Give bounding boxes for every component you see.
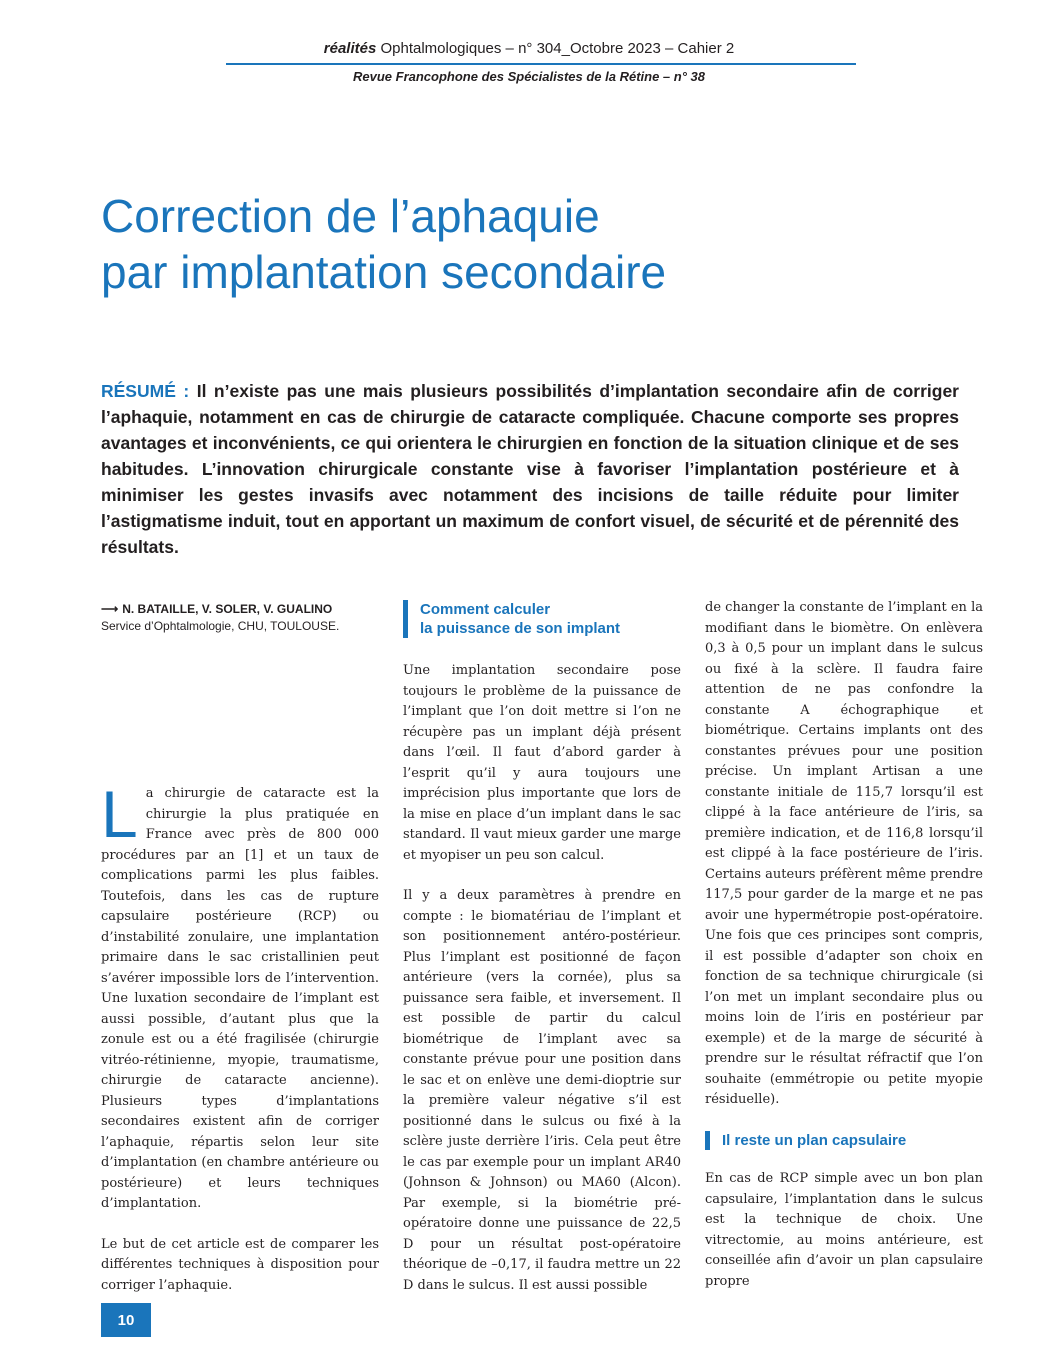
title-line-2: par implantation secondaire [101, 246, 667, 298]
heading-line-2: la puissance de son implant [420, 620, 621, 637]
heading-line-1: Comment calculer [420, 601, 551, 618]
section-heading-power [403, 600, 681, 638]
section-heading-capsular [705, 1131, 983, 1150]
column-2 [403, 661, 681, 1296]
journal-subtitle: Revue Francophone des Spécialistes de la Rétine – n° 38 [353, 69, 705, 84]
abstract [101, 378, 959, 560]
power-paragraph-2: Il y a deux paramètres à prendre en compte : le biomatériau de l’implant et son positionnement antéro-postérieur. Plus l’implant est positionné de façon antérieure (vers la cornée), plus sa puissance sera faible, et inversement. Il est possible de partir du calcul biométrique de l’implant avec sa constante prévue pour une position dans le sac et on enlève une demi-dioptrie sur la première valeur négative s’il est positionné dans le sulcus ou fixé à la sclère juste derrière l’iris. Cela peut être le cas par exemple pour un implant AR40 (Johnson & Johnson) ou MA60 (Alcon). Par exemple, si la biométrie pré-opératoire donne une puissance de 22,5 D pour un résultat post-opératoire théorique de –0,17, il faudra mettre un 22 D dans le sulcus. Il est aussi possible [403, 888, 681, 1293]
title-line-1: Correction de l’aphaquie [101, 190, 600, 242]
intro-paragraph-1: a chirurgie de cataracte est la chirurgie la plus pratiquée en France avec près de 800 000 procédures par an [1] et un taux de complications parmi les plus faibles. Toutefois, dans les cas de rupture capsulaire postérieure (RCP) ou d’instabilité zonulaire, une implantation primaire dans le sac cristallinien peut s’avérer impossible lors de l’intervention. Une luxation secondaire de l’implant est aussi possible, d’autant plus que la zonule est ou a été fragilisée (chirurgie vitréo-rétinienne, myopie, traumatisme, chirurgie de cataracte ancienne). Plusieurs types d’implantations secondaires existent afin de corriger l’aphaquie, répartis selon leur site d’implantation (en chambre antérieure ou postérieure) et leurs techniques d’implantation. [101, 786, 379, 1211]
drop-cap: L [101, 777, 138, 851]
article-title [101, 188, 901, 300]
journal-brand: réalités [323, 40, 377, 57]
author-affiliation: Service d’Ophtalmologie, CHU, TOULOUSE. [101, 619, 340, 633]
authors-block [101, 601, 391, 635]
column-3 [705, 598, 983, 1111]
journal-issue: Ophtalmologiques – n° 304_Octobre 2023 – Cahier 2 [376, 40, 735, 57]
column-3-continued [705, 1169, 983, 1292]
column-1 [101, 777, 379, 1296]
abstract-text: Il n’existe pas une mais plusieurs possibilités d’implantation secondaire afin de corriger l’aphaquie, notamment en cas de chirurgie de cataracte compliquée. Chacune comporte ses propres avantages et inconvénients, ce qui orientera le chirurgien en fonction de la situation clinique et de ses habitudes. L’innovation chirurgicale constante vise à favoriser l’implantation postérieure et à minimiser les gestes invasifs avec notamment des incisions de taille réduite pour limiter l’astigmatisme induit, tout en apportant un maximum de confort visuel, de sécurité et de pérennité des résultats. [101, 381, 959, 557]
power-paragraph-3: de changer la constante de l’implant en la modifiant dans le biomètre. On enlèvera 0,3 à 0,5 pour un implant dans le sulcus ou fixé à la sclère. Il faudra faire attention de ne pas confondre la constante A échographique et biométrique. Certains implants ont des constantes prévues pour une position précise. Un implant Artisan a une constante initiale de 115,7 lorsqu’il est clippé à la face antérieure de l’iris, sa première indication, et de 116,8 lorsqu’il est clippé à la face postérieure de l’iris. Certains auteurs préfèrent même prendre 117,5 pour garder de la marge et ne pas avoir une hypermétropie post-opératoire. Une fois que ces principes sont compris, il est possible d’adapter son choix en fonction de sa technique chirurgicale (si l’on met un implant secondaire plus ou moins loin de l’iris en postérieur par exemple) et de la marge de sécurité à prendre sur le résultat réfractif que l’on souhaite (emmétropie ou petite myopie résiduelle). [705, 600, 983, 1107]
capsular-paragraph-1: En cas de RCP simple avec un bon plan capsulaire, l’implantation dans le sulcus est la technique de choix. Une vitrectomie, au moins antérieure, est conseillée afin d’avoir un plan capsulaire propre [705, 1171, 983, 1289]
intro-paragraph-2: Le but de cet article est de comparer les différentes techniques à disposition pour corriger l’aphaquie. [101, 1236, 379, 1293]
power-paragraph-1: Une implantation secondaire pose toujours le problème de la puissance de l’implant que l’on doit mettre si l’on ne récupère pas un implant déjà présent dans l’œil. Il faut d’abord garder à l’esprit qu’il y aura toujours une imprécision plus importante que lors de la mise en place d’un implant dans le sac standard. Il vaut mieux garder une marge et myopiser un peu son calcul. [403, 663, 681, 863]
journal-header [0, 40, 1058, 57]
heading-bar [705, 1131, 710, 1150]
author-names: N. BATAILLE, V. SOLER, V. GUALINO [122, 602, 333, 616]
header-rule [226, 63, 856, 65]
heading-text: Il reste un plan capsulaire [722, 1132, 907, 1149]
arrow-icon: ⟶ [101, 602, 119, 616]
page-number: 10 [101, 1303, 151, 1337]
abstract-label: RÉSUMÉ : [101, 381, 190, 401]
heading-bar [403, 600, 408, 638]
